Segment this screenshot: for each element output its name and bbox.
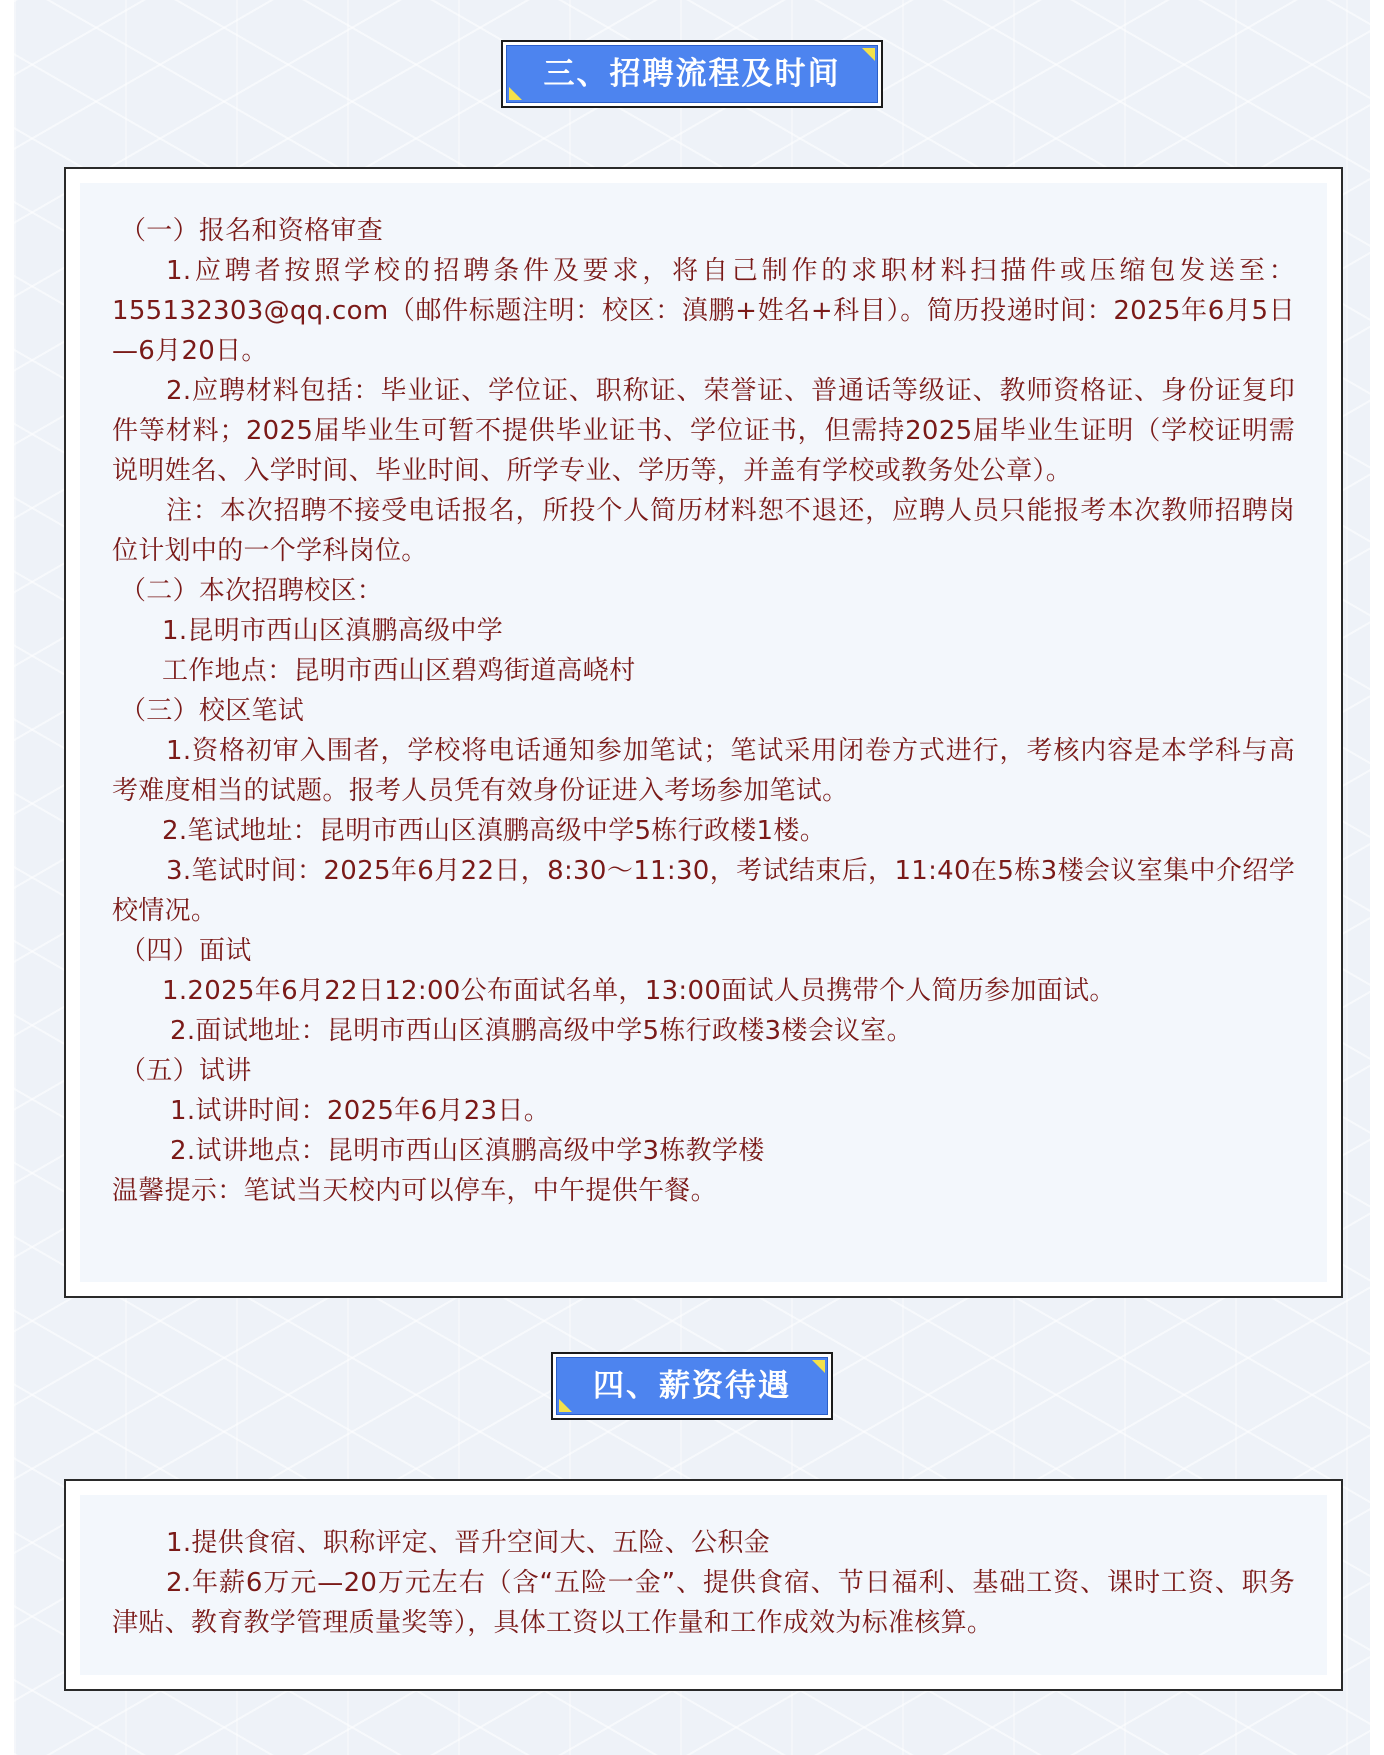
section-title-text: 四、薪资待遇 [593,1368,791,1404]
paragraph-application-email: 1.应聘者按照学校的招聘条件及要求，将自己制作的求职材料扫描件或压缩包发送至：155132303@qq.com（邮件标题注明：校区：滇鹏+姓名+科目）。简历投递时间：2025年6月5日—6月20日。 [112,256,1295,366]
benefits-line: 1.提供食宿、职称评定、晋升空间大、五险、公积金 [166,1528,771,1558]
corner-accent [509,87,522,100]
salary-panel [64,1479,1343,1691]
paragraph-note: 注：本次招聘不接受电话报名，所投个人简历材料恕不退还，应聘人员只能报考本次教师招聘岗位计划中的一个学科岗位。 [112,496,1295,566]
work-location: 工作地点：昆明市西山区碧鸡街道高峣村 [162,656,636,686]
subheading-trial-lecture: （五）试讲 [120,1056,252,1086]
interview-list-time: 1.2025年6月22日12:00公布面试名单，13:00面试人员携带个人简历参加面试。 [162,976,1116,1006]
trial-lecture-time: 1.试讲时间：2025年6月23日。 [170,1096,551,1126]
section-title-recruitment-process [501,40,883,108]
recruitment-process-content [112,211,1295,1211]
subheading-registration: （一）报名和资格审查 [120,216,384,246]
campus-name: 1.昆明市西山区滇鹏高级中学 [162,616,504,646]
subheading-campus: （二）本次招聘校区： [120,576,384,606]
written-test-address: 2.笔试地址：昆明市西山区滇鹏高级中学5栋行政楼1楼。 [162,816,826,846]
subheading-written-test: （三）校区笔试 [120,696,305,726]
corner-accent [559,1399,572,1412]
corner-accent [862,48,875,61]
interview-address: 2.面试地址：昆明市西山区滇鹏高级中学5栋行政楼3楼会议室。 [170,1016,913,1046]
paragraph-application-materials: 2.应聘材料包括：毕业证、学位证、职称证、荣誉证、普通话等级证、教师资格证、身份证复印件等材料；2025届毕业生可暂不提供毕业证书、学位证书，但需持2025届毕业生证明（学校证明需说明姓名、入学时间、毕业时间、所学专业、学历等，并盖有学校或教务处公章）。 [112,376,1295,486]
section-title-salary [551,1352,833,1420]
trial-lecture-location: 2.试讲地点：昆明市西山区滇鹏高级中学3栋教学楼 [170,1136,765,1166]
salary-content [112,1523,1295,1643]
page-background [14,0,1370,1755]
subheading-interview: （四）面试 [120,936,252,966]
recruitment-process-panel [64,167,1343,1298]
paragraph-written-test-notice: 1.资格初审入围者，学校将电话通知参加笔试；笔试采用闭卷方式进行，考核内容是本学科与高考难度相当的试题。报考人员凭有效身份证进入考场参加笔试。 [112,736,1295,806]
corner-accent [812,1360,825,1373]
friendly-reminder: 温馨提示：笔试当天校内可以停车，中午提供午餐。 [112,1176,717,1206]
paragraph-written-test-time: 3.笔试时间：2025年6月22日，8:30～11:30，考试结束后，11:40在5栋3楼会议室集中介绍学校情况。 [112,856,1295,926]
salary-line: 2.年薪6万元—20万元左右（含“五险一金”、提供食宿、节日福利、基础工资、课时工资、职务津贴、教育教学管理质量奖等），具体工资以工作量和工作成效为标准核算。 [112,1568,1295,1638]
section-title-text: 三、招聘流程及时间 [543,56,841,92]
